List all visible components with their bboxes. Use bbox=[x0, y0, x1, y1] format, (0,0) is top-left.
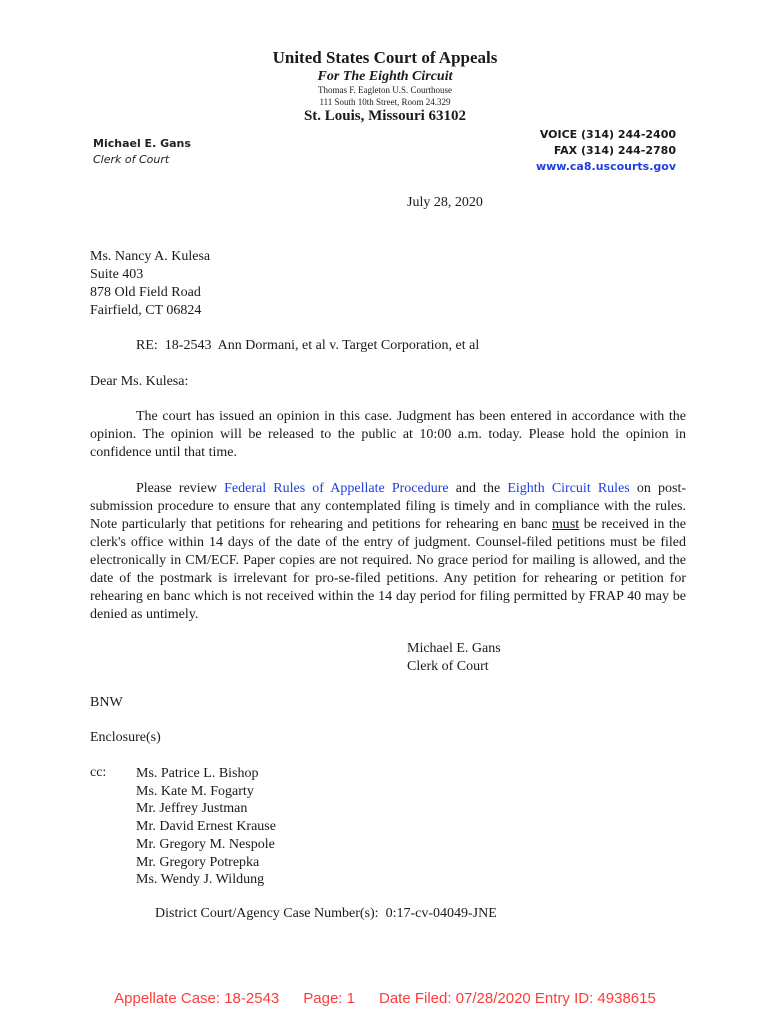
contact-block bbox=[536, 127, 676, 175]
cc-label: cc: bbox=[90, 765, 107, 780]
cc-recipient: Mr. Gregory M. Nespole bbox=[136, 836, 275, 852]
emphasis-must: must bbox=[551, 517, 580, 532]
paragraph-rehearing bbox=[90, 480, 686, 624]
footer-filed: Date Filed: 07/28/2020 Entry ID: 4938615 bbox=[378, 990, 656, 1007]
recipient-address bbox=[90, 248, 210, 320]
paragraph-text: and the bbox=[448, 481, 508, 496]
court-name: United States Court of Appeals bbox=[272, 48, 498, 67]
recipient-suite: Suite 403 bbox=[90, 267, 144, 282]
cc-recipient: Ms. Patrice L. Bishop bbox=[136, 766, 259, 781]
footer-page: Page: 1 bbox=[303, 990, 355, 1007]
courthouse-street: 111 South 10th Street, Room 24.329 bbox=[319, 97, 451, 107]
re-line: RE: 18-2543 Ann Dormani, et al v. Target Corporation, et al bbox=[136, 338, 480, 353]
voice-number: VOICE (314) 244-2400 bbox=[539, 128, 676, 141]
paragraph-text: Please review bbox=[136, 481, 225, 496]
cc-list bbox=[136, 765, 276, 889]
recipient-name: Ms. Nancy A. Kulesa bbox=[90, 249, 211, 264]
recipient-city: Fairfield, CT 06824 bbox=[90, 303, 202, 318]
paragraph-text: be received in the clerk's office within 14 days of the date of the entry of judgment. Counsel-filed petitions must be filed electronically in CM/ECF. Paper copies are not required. No grace period for mailing is allowed, and the date of the postmark is irrelevant for pro-se-filed petitions. Any petition for rehearing or petition for rehearing en banc which is not received within the 14 day period for filing permitted by FRAP 40 may be denied as untimely. bbox=[90, 517, 686, 622]
enclosures: Enclosure(s) bbox=[90, 730, 161, 745]
website-link[interactable]: www.ca8.uscourts.gov bbox=[535, 160, 676, 173]
recipient-street: 878 Old Field Road bbox=[90, 285, 201, 300]
letter-date: July 28, 2020 bbox=[407, 195, 483, 210]
paragraph-text: on post-submission procedure to ensure that any contemplated filing is timely and in compliance with the rules. Note particularly that petitions for rehearing and petitions for rehearing en banc bbox=[90, 481, 687, 532]
signature-title: Clerk of Court bbox=[407, 659, 489, 674]
cc-recipient: Ms. Kate M. Fogarty bbox=[136, 783, 254, 799]
courthouse-city: St. Louis, Missouri 63102 bbox=[303, 108, 467, 124]
salutation: Dear Ms. Kulesa: bbox=[90, 374, 189, 389]
filing-footer bbox=[0, 990, 770, 1007]
fax-number: FAX (314) 244-2780 bbox=[553, 144, 676, 157]
cc-recipient: Mr. David Ernest Krause bbox=[136, 819, 276, 835]
district-case-number: District Court/Agency Case Number(s): 0:17-cv-04049-JNE bbox=[155, 906, 497, 921]
cc-recipient: Ms. Wendy J. Wildung bbox=[136, 872, 265, 888]
signature-block bbox=[407, 640, 501, 676]
paragraph-opinion-text: The court has issued an opinion in this case. Judgment has been entered in accordance with the opinion. The opinion will be released to the public at 10:00 a.m. today. Please hold the opinion in confidence until that time. bbox=[90, 409, 686, 460]
clerk-name: Michael E. Gans bbox=[93, 137, 191, 150]
circuit-name: For The Eighth Circuit bbox=[317, 69, 453, 84]
cc-recipient: Mr. Gregory Potrepka bbox=[136, 854, 260, 870]
frap-link[interactable]: Federal Rules of Appellate Procedure bbox=[224, 481, 449, 496]
circuit-rules-link[interactable]: Eighth Circuit Rules bbox=[507, 481, 630, 496]
courthouse-name: Thomas F. Eagleton U.S. Courthouse bbox=[317, 85, 453, 95]
clerk-title: Clerk of Court bbox=[93, 153, 170, 166]
clerk-header bbox=[93, 136, 191, 168]
paragraph-opinion bbox=[90, 408, 686, 462]
initials: BNW bbox=[90, 695, 123, 710]
signature-name: Michael E. Gans bbox=[407, 641, 501, 656]
cc-recipient: Mr. Jeffrey Justman bbox=[136, 801, 248, 817]
footer-case: Appellate Case: 18-2543 bbox=[114, 990, 280, 1007]
